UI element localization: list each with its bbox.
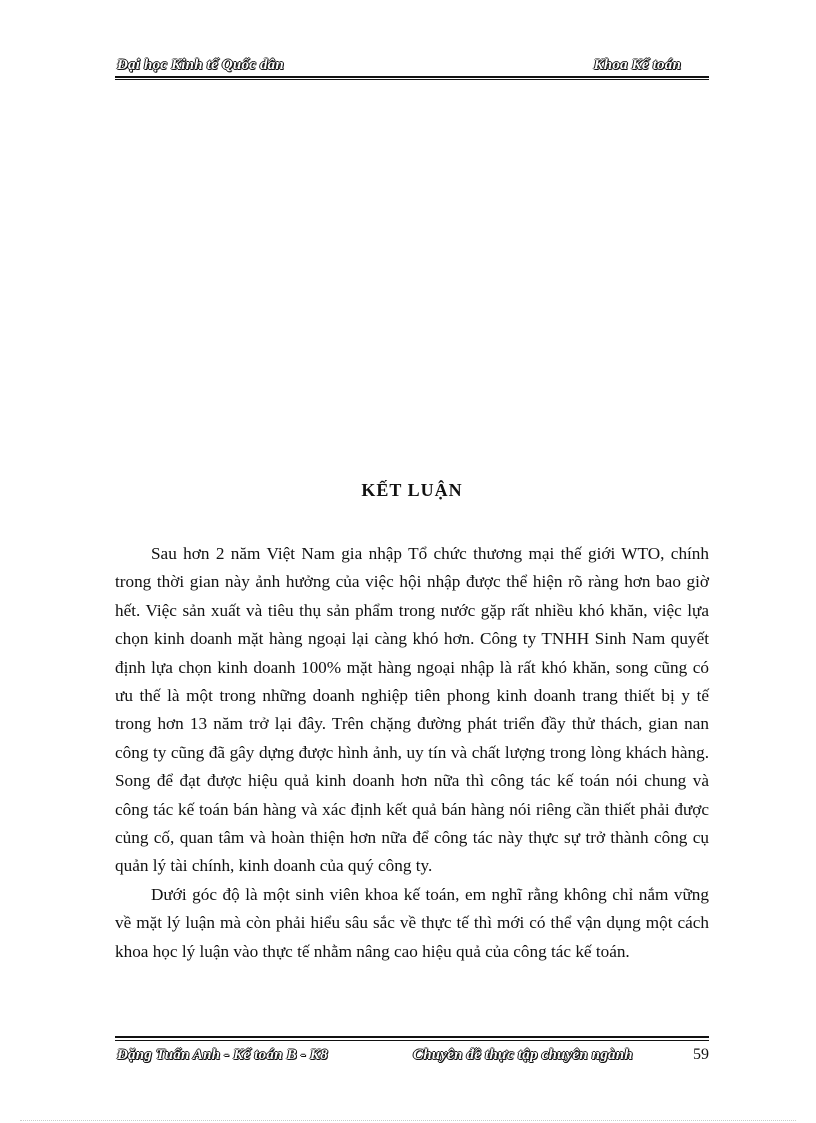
header-rule-thin	[115, 79, 709, 80]
page-header	[115, 56, 709, 78]
section-title: KẾT LUẬN	[361, 480, 463, 500]
footer-report-title: Chuyên đề thực tập chuyên ngành	[413, 1047, 633, 1063]
paragraph-2: Dưới góc độ là một sinh viên khoa kế toán, em nghĩ rằng không chỉ nắm vững về mặt lý luận mà còn phải hiểu sâu sắc về thực tế thì mới có thể vận dụng một cách khoa học lý luận vào thực tế nhằm nâng cao hiệu quả của công tác kế toán.	[115, 884, 709, 961]
header-faculty: Khoa Kế toán	[593, 57, 681, 73]
header-university: Đại học Kinh tế Quốc dân	[117, 57, 284, 73]
footer-rule-thin	[115, 1040, 709, 1041]
footer-author: Đặng Tuấn Anh - Kế toán B - K8	[117, 1047, 328, 1063]
body-text	[115, 540, 709, 966]
page-footer	[115, 1036, 709, 1066]
page-number: 59	[693, 1046, 709, 1063]
paragraph-1: Sau hơn 2 năm Việt Nam gia nhập Tổ chức thương mại thế giới WTO, chính trong thời gian này ảnh hưởng của việc hội nhập được thể hiện rõ ràng hơn bao giờ hết. Việc sản xuất và tiêu thụ sản phẩm trong nước gặp rất nhiều khó khăn, việc lựa chọn kinh doanh mặt hàng ngoại lại càng khó hơn. Công ty TNHH Sinh Nam quyết định lựa chọn kinh doanh 100% mặt hàng ngoại nhập là rất khó khăn, song cũng có ưu thế là một trong những doanh nghiệp tiên phong kinh doanh trang thiết bị y tế trong hơn 13 năm trở lại đây. Trên chặng đường phát triển đầy thử thách, gian nan công ty cũng đã gây dựng được hình ảnh, uy tín và chất lượng trong lòng khách hàng. Song để đạt được hiệu quả kinh doanh hơn nữa thì công tác kế toán nói chung và công tác kế toán bán hàng và xác định kết quả bán hàng nói riêng cần thiết phải được củng cố, quan tâm và hoàn thiện hơn nữa để công tác này thực sự trở thành công cụ quản lý tài chính, kinh doanh của quý công ty.	[115, 544, 709, 876]
header-rule	[115, 76, 709, 78]
page-bottom-divider	[20, 1120, 796, 1121]
footer-rule	[115, 1036, 709, 1038]
